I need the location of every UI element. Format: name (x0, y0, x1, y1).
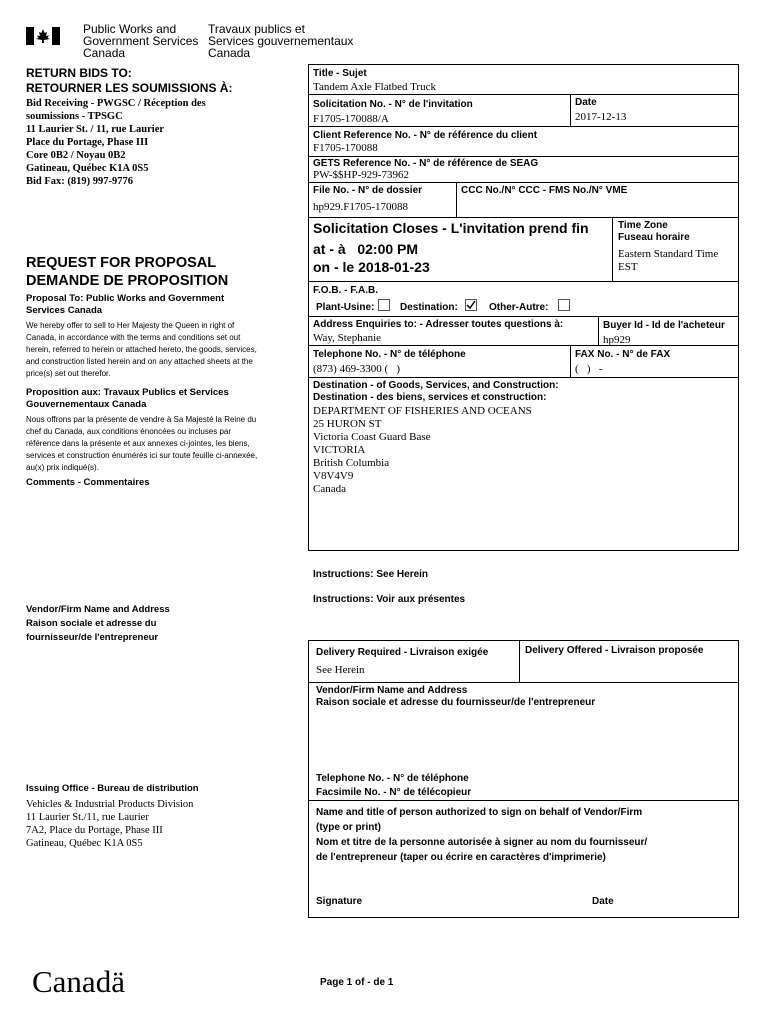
issuing-office-address: Vehicles & Industrial Products Division 11 Laurier St./11, rue Laurier 7A2, Place du Portage, Phase III Gatineau, Québec K1A 0S5 (26, 799, 194, 849)
time-zone-label: Time Zone Fuseau horaire (618, 220, 690, 243)
offer-text-fr: Nous offrons par la présente de vendre à Sa Majesté la Reine du chef du Canada, aux conditions énoncées ou incluses par référence dans la présente et aux annexes ci-jointes, les biens, services et construction énumérés ici sur toute feuille ci-annexée, au(x) prix indiqué(s). (26, 415, 258, 472)
rfp-title: REQUEST FOR PROPOSAL DEMANDE DE PROPOSITION (26, 255, 229, 289)
address-enquiries-label: Address Enquiries to: - Adresser toutes questions à: (313, 319, 564, 330)
gets-reference-value: PW-$$HP-929-73962 (313, 169, 409, 181)
time-zone-value: Eastern Standard Time EST (618, 248, 719, 273)
plant-label: Plant-Usine: (316, 302, 375, 313)
fax-value: ( ) - (575, 363, 603, 375)
instructions-en: Instructions: See Herein (313, 569, 429, 580)
destination-checkbox[interactable] (465, 299, 477, 311)
comments-label: Comments - Commentaires (26, 477, 150, 488)
other-checkbox[interactable] (558, 299, 570, 311)
file-number-value: hp929.F1705-170088 (313, 201, 409, 213)
fax-label: FAX No. - N° de FAX (575, 349, 671, 360)
date-value: 2017-12-13 (575, 111, 627, 123)
other-label: Other-Autre: (489, 302, 549, 313)
canada-wordmark: Canadä (32, 964, 125, 999)
client-reference-label: Client Reference No. - N° de référence du client (313, 130, 538, 141)
closing-time: at - à 02:00 PM (313, 241, 419, 257)
return-bids-title: RETURN BIDS TO: RETOURNER LES SOUMISSIONS À: (26, 66, 233, 95)
proposal-to-fr: Proposition aux: Travaux Publics et Services Gouvernementaux Canada (26, 387, 229, 410)
signature-date-label: Date (592, 896, 614, 907)
proposal-to-en: Proposal To: Public Works and Government Services Canada (26, 293, 225, 316)
delivery-required-label: Delivery Required - Livraison exigée (316, 647, 489, 658)
solicitation-closes-title: Solicitation Closes - L'invitation prend fin (313, 220, 589, 236)
closing-date: on - le 2018-01-23 (313, 259, 430, 275)
date-label: Date (575, 97, 597, 108)
page-number: Page 1 of - de 1 (320, 977, 394, 988)
canada-flag-icon (26, 27, 60, 45)
client-reference-value: F1705-170088 (313, 142, 378, 154)
title-value: Tandem Axle Flatbed Truck (313, 81, 436, 93)
checkmark-icon (466, 300, 476, 310)
solicitation-number-value: F1705-170088/A (313, 113, 389, 125)
department-name-fr: Travaux publics et Services gouvernementaux Canada (208, 22, 354, 60)
solicitation-number-label: Solicitation No. - N° de l'invitation (313, 99, 473, 110)
return-bids-address: Bid Receiving - PWGSC / Réception des soumissions - TPSGC 11 Laurier St. / 11, rue Laurier Place du Portage, Phase III Core 0B2 / Noyau 0B2 Gatineau, Québec K1A 0S5 Bid Fax: (819) 997-9776 (26, 98, 206, 187)
vendor-phone-fax-label: Telephone No. - N° de téléphone Facsimile No. - N° de télécopieur (316, 773, 472, 798)
telephone-value: (873) 469-3300 ( ) (313, 363, 401, 375)
buyer-id-label: Buyer Id - Id de l'acheteur (603, 320, 725, 331)
telephone-label: Telephone No. - N° de téléphone (313, 349, 466, 360)
issuing-office-label: Issuing Office - Bureau de distribution (26, 783, 199, 794)
delivery-offered-label: Delivery Offered - Livraison proposée (525, 645, 704, 656)
destination-address: DEPARTMENT OF FISHERIES AND OCEANS 25 HURON ST Victoria Coast Guard Base VICTORIA British Columbia V8V4V9 Canada (313, 405, 532, 495)
vendor-firm-label: Vendor/Firm Name and Address Raison sociale et adresse du fournisseur/de l'entrepreneur (316, 685, 596, 708)
department-name-en: Public Works and Government Services Canada (83, 22, 199, 60)
plant-checkbox[interactable] (378, 299, 390, 311)
address-enquiries-value: Way, Stephanie (313, 332, 382, 344)
file-number-label: File No. - N° de dossier (313, 185, 423, 196)
fob-label: F.O.B. - F.A.B. (313, 285, 378, 296)
destination-fob-label: Destination: (400, 302, 458, 313)
vendor-name-address-label: Vendor/Firm Name and Address Raison sociale et adresse du fournisseur/de l'entrepreneur (26, 604, 170, 643)
destination-label: Destination - of Goods, Services, and Construction: Destination - des biens, services et construction: (313, 380, 559, 403)
title-label: Title - Sujet (313, 68, 367, 79)
buyer-id-value: hp929 (603, 334, 631, 345)
signature-label: Signature (316, 896, 363, 907)
offer-text-en: We hereby offer to sell to Her Majesty the Queen in right of Canada, in accordance with the terms and conditions set out herein, referred to herein or attached hereto, the goods, services, and construction listed herein and on any attached sheets at the price(s) set out therefor. (26, 321, 257, 378)
delivery-required-value: See Herein (316, 664, 365, 676)
instructions-fr: Instructions: Voir aux présentes (313, 594, 466, 605)
ccc-number-label: CCC No./N° CCC - FMS No./N° VME (461, 185, 628, 196)
gets-reference-label: GETS Reference No. - N° de référence de SEAG (313, 158, 539, 169)
authorized-signer-label: Name and title of person authorized to sign on behalf of Vendor/Firm (type or print) Nom et titre de la personne autorisée à signer au nom du fournisseur/ de l'entrepreneur (taper ou écrire en caractères d'imprimerie) (316, 807, 648, 863)
